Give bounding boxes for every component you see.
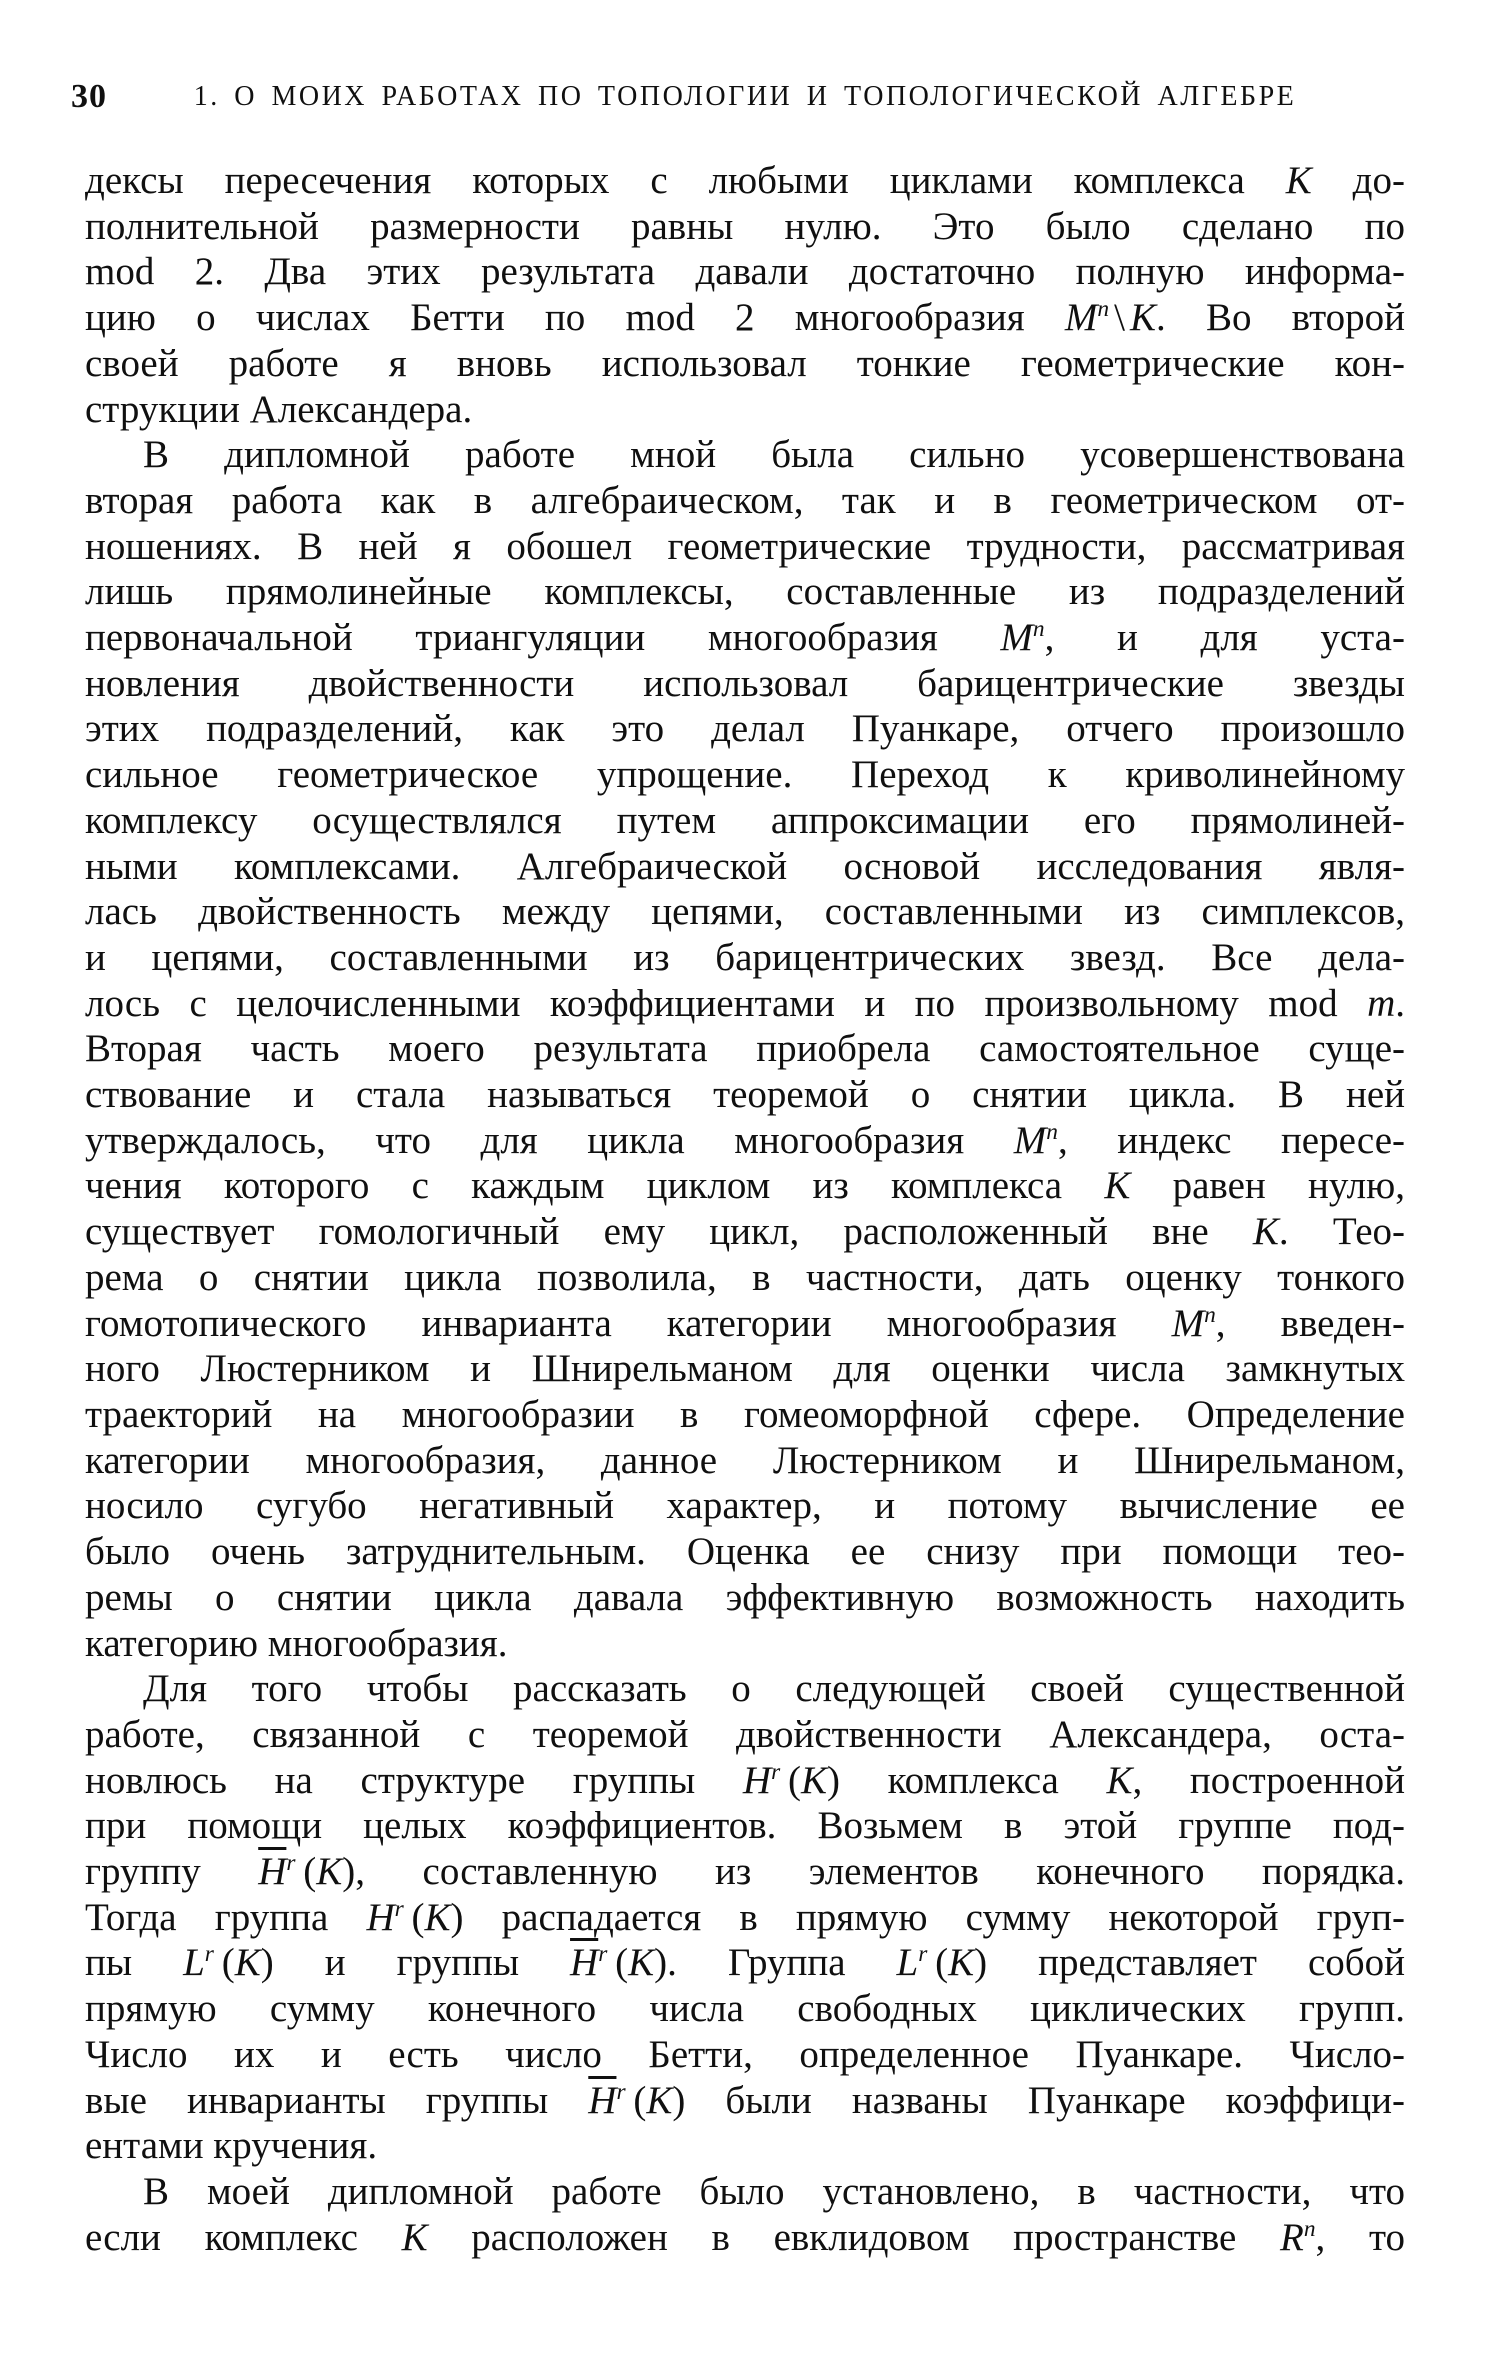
text-line: ного Люстерником и Шнирельманом для оценки числа замкнутых [85,1347,1405,1391]
text-line: ношениях. В ней я обошел геометрические трудности, рассматривая [85,524,1405,568]
text-line: категорию многообразия. [85,1621,508,1665]
paragraph [85,432,1405,1666]
text-line: работе, связанной с теоремой двойственности Александера, оста- [85,1712,1405,1756]
text-line: комплексу осуществлялся путем аппроксимации его прямолиней- [85,798,1405,842]
chapter-title: 1. О МОИХ РАБОТАХ ПО ТОПОЛОГИИ И ТОПОЛОГИЧЕСКОЙ АЛГЕБРЕ [193,81,1297,112]
paragraph [85,158,1405,432]
text-line: В моей дипломной работе было установлено, в частности, что [143,2169,1405,2213]
text-line: первоначальной триангуляции многообразия $M^n$, и для уста- [85,616,1405,660]
text-line: существует гомологичный ему цикл, расположенный вне K. Тео- [85,1210,1406,1254]
paragraph [85,2169,1405,2260]
paragraph [85,1666,1405,2169]
text-line: ентами кручения. [85,2124,378,2168]
text-line: если комплекс K расположен в евклидовом пространстве $R^n$, то [85,2215,1405,2259]
text-line: утверждалось, что для цикла многообразия $M^n$, индекс пересе- [85,1118,1405,1162]
text-line: Вторая часть моего результата приобрела самостоятельное суще- [85,1027,1405,1071]
text-line: Для того чтобы рассказать о следующей своей существенной [143,1667,1405,1711]
text-line: новлюсь на структуре группы $H^r$ (K) комплекса K, построенной [85,1758,1406,1802]
text-line: гомотопического инварианта категории многообразия $M^n$, введен- [85,1301,1405,1345]
text-line: струкции Александера. [85,387,473,431]
text-line: прямую сумму конечного числа свободных циклических групп. [85,1987,1405,2031]
text-line: этих подразделений, как это делал Пуанкаре, отчего произошло [85,707,1405,751]
text-line: сильное геометрическое упрощение. Переход к криволинейному [85,753,1405,797]
text-line: ствование и стала называться теоремой о снятии цикла. В ней [85,1073,1405,1117]
text-line: ремы о снятии цикла давала эффективную возможность находить [85,1575,1405,1619]
text-line: и цепями, составленными из барицентрических звезд. Все дела- [85,935,1405,979]
text-line: ными комплексами. Алгебраической основой исследования явля- [85,844,1405,888]
text-line: группу $\overline{H}^r$ (K), составленную из элементов конечного порядка. [85,1850,1405,1894]
text-line: траекторий на многообразии в гомеоморфной сфере. Определение [85,1392,1405,1436]
text-line: Тогда группа $H^r$ (K) распадается в прямую сумму некоторой груп- [85,1895,1405,1939]
text-line: носило сугубо негативный характер, и потому вычисление ее [85,1484,1405,1528]
text-line: вые инварианты группы $\overline{H}^r$ (K) были названы Пуанкаре коэффици- [85,2078,1406,2122]
text-line: рема о снятии цикла позволила, в частности, дать оценку тонкого [85,1255,1405,1299]
text-line: Число их и есть число Бетти, определенное Пуанкаре. Число- [85,2032,1405,2076]
page-number: 30 [71,78,107,115]
running-head [71,78,1405,118]
text-line: mod 2. Два этих результата давали достаточно полную информа- [85,250,1405,294]
text-line: цию о числах Бетти по mod 2 многообразия $M^n$ \ K. Во второй [85,296,1406,340]
text-line: лишь прямолинейные комплексы, составленные из подразделений [85,570,1405,614]
text-line: новления двойственности использовал барицентрические звезды [85,661,1405,705]
text-line: пы $L^r$ (K) и группы $\overline{H}^r$ (K). Группа $L^r$ (K) представляет собой [85,1941,1405,1985]
text-line: В дипломной работе мной была сильно усовершенствована [143,433,1405,477]
text-line: чения которого с каждым циклом из комплекса K равен нулю, [85,1164,1405,1208]
text-line: при помощи целых коэффициентов. Возьмем в этой группе под- [85,1804,1405,1848]
text-line: своей работе я вновь использовал тонкие геометрические кон- [85,341,1405,385]
text-line: категории многообразия, данное Люстерником и Шнирельманом, [85,1438,1405,1482]
text-line: вторая работа как в алгебраическом, так и в геометрическом от- [85,478,1405,522]
text-line: полнительной размерности равны нулю. Это было сделано по [85,204,1405,248]
text-line: лась двойственность между цепями, составленными из симплексов, [85,890,1405,934]
text-line: дексы пересечения которых с любыми циклами комплекса K до- [85,159,1405,202]
text-block [85,158,1405,2260]
text-line: было очень затруднительным. Оценка ее снизу при помощи тео- [85,1530,1405,1574]
text-line: лось с целочисленными коэффициентами и по произвольному mod m. [85,981,1405,1025]
